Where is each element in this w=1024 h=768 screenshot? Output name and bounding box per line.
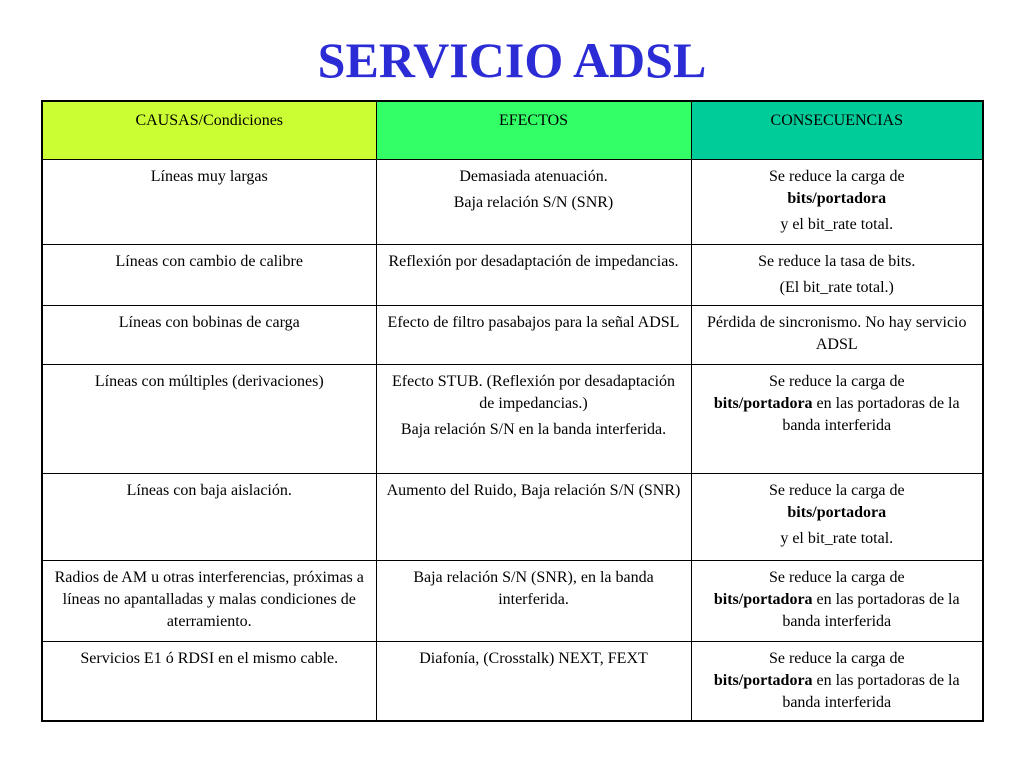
efecto-cell: [376, 561, 691, 642]
efecto-line: Baja relación S/N (SNR): [453, 194, 614, 211]
table-row: [42, 365, 983, 474]
consecuencia-rest: en las portadoras de la banda interferida: [782, 591, 960, 630]
consecuencia-cell: [691, 160, 983, 245]
consecuencia-rest: en las portadoras de la banda interferida: [782, 672, 960, 711]
consecuencia-cell: [691, 245, 983, 306]
causa-cell: Radios de AM u otras interferencias, próximas a líneas no apantalladas y malas condiciones de aterramiento.: [42, 561, 376, 642]
table-row: [42, 474, 983, 561]
consecuencia-bold: bits/portadora: [787, 504, 887, 521]
consecuencia-cell: [691, 306, 983, 365]
efecto-cell: [376, 642, 691, 722]
table-row: [42, 306, 983, 365]
consecuencia-line: Pérdida de sincronismo. No hay servicio ADSL: [707, 314, 967, 353]
efecto-cell: [376, 160, 691, 245]
efecto-line: Reflexión por desadaptación de impedancias.: [388, 253, 679, 270]
causa-cell: Líneas con múltiples (derivaciones): [42, 365, 376, 474]
consecuencia-rest: en las portadoras de la banda interferida: [782, 395, 960, 434]
table-header-row: [42, 101, 983, 160]
causa-cell: Líneas con cambio de calibre: [42, 245, 376, 306]
efecto-line: Aumento del Ruido, Baja relación S/N (SNR): [386, 482, 681, 499]
header-efectos: EFECTOS: [376, 101, 691, 160]
consecuencia-cell: [691, 474, 983, 561]
causa-cell: Líneas con bobinas de carga: [42, 306, 376, 365]
efecto-cell: [376, 474, 691, 561]
consecuencia-line: y el bit_rate total.: [780, 216, 894, 233]
consecuencia-cell: [691, 642, 983, 722]
header-consecuencias: CONSECUENCIAS: [691, 101, 983, 160]
consecuencia-bold: bits/portadora: [787, 190, 887, 207]
efecto-line: Diafonía, (Crosstalk) NEXT, FEXT: [419, 650, 648, 667]
consecuencia-cell: [691, 365, 983, 474]
causa-cell: Servicios E1 ó RDSI en el mismo cable.: [42, 642, 376, 722]
adsl-table: [41, 100, 984, 722]
table-row: [42, 642, 983, 722]
efecto-line: Baja relación S/N en la banda interferida.: [400, 421, 667, 438]
efecto-cell: [376, 365, 691, 474]
page-title: SERVICIO ADSL: [317, 32, 707, 88]
consecuencia-text: Se reduce la carga de: [768, 482, 905, 499]
table-row: [42, 561, 983, 642]
consecuencia-cell: [691, 561, 983, 642]
efecto-line: Baja relación S/N (SNR), en la banda interferida.: [413, 569, 654, 608]
table-row: [42, 160, 983, 245]
efecto-line: Demasiada atenuación.: [459, 168, 608, 185]
causa-cell: Líneas con baja aislación.: [42, 474, 376, 561]
consecuencia-line: Se reduce la tasa de bits.: [758, 253, 916, 270]
consecuencia-text: Se reduce la carga de: [768, 569, 905, 586]
consecuencia-bold: bits/portadora: [713, 672, 813, 689]
consecuencia-text: Se reduce la carga de: [768, 373, 905, 390]
header-causas: CAUSAS/Condiciones: [42, 101, 376, 160]
efecto-cell: [376, 245, 691, 306]
consecuencia-line: y el bit_rate total.: [780, 530, 894, 547]
efecto-line: Efecto STUB. (Reflexión por desadaptación de impedancias.): [391, 373, 676, 412]
causa-cell: Líneas muy largas: [42, 160, 376, 245]
table-row: [42, 245, 983, 306]
efecto-line: Efecto de filtro pasabajos para la señal ADSL: [387, 314, 680, 331]
efecto-cell: [376, 306, 691, 365]
consecuencia-line: (El bit_rate total.): [779, 279, 894, 296]
consecuencia-text: Se reduce la carga de: [768, 650, 905, 667]
consecuencia-text: Se reduce la carga de: [768, 168, 905, 185]
consecuencia-bold: bits/portadora: [713, 395, 813, 412]
consecuencia-bold: bits/portadora: [713, 591, 813, 608]
